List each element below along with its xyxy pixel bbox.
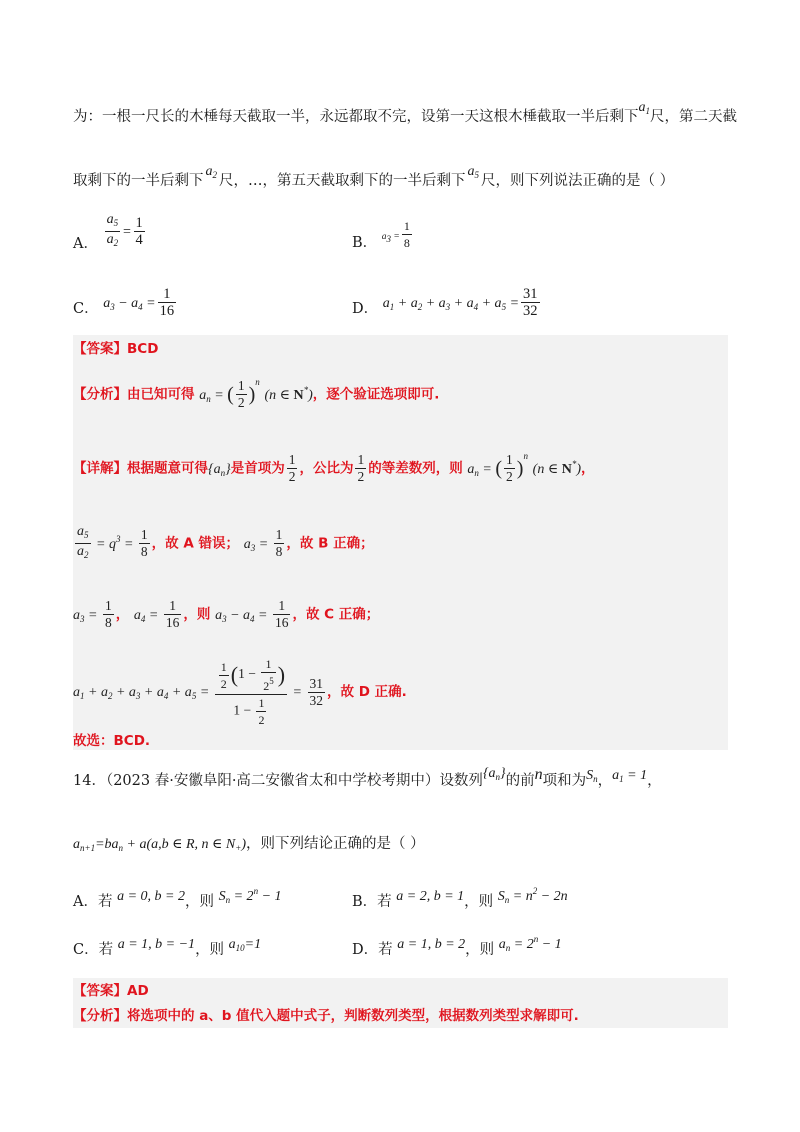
q14-analysis: 【分析】将选项中的 a、b 值代入题中式子，判断数列类型，根据数列类型求解即可. (73, 1008, 579, 1024)
q13-analysis: 【分析】由已知可得 $a_n$ = ( $\frac{1}{2}$ )$^n$ (n ∈ N*)，逐个验证选项即可. (73, 376, 440, 410)
q13-option-d: D． $a_1 + a_2 + a_3 + a_4 + a_5$ = $\frac{31}{32}$ (352, 286, 538, 319)
q13-option-a: A． $\frac{a_5}{a_2}$ = $\frac{1}{4}$ (73, 212, 143, 252)
q13-step1: $\frac{a_5}{a_2}$ = $q^3$ = $\frac{1}{8}$ ，故 A 错误； $a_3$ = $\frac{1}{8}$ ，故 B 正确； (77, 524, 374, 560)
math-a2: $a_2$ (205, 164, 217, 180)
q13-line1: 为：一根一尺长的木棰每天截取一半，永远都取不完，设第一天这根木棰截取一半后剩下$a_1$尺，第二天截 (73, 100, 737, 125)
q13-choose: 故选：BCD. (73, 733, 151, 749)
q14-answer: 【答案】AD (73, 983, 149, 999)
q14-line2: $a_{n+1}=ba_n + a(a,b$ ∈ R, n ∈ $N_+$)，则下列结论正确的是（ ） (73, 836, 425, 853)
q13-option-c: C． $a_3 - a_4$ = $\frac{1}{16}$ (73, 286, 175, 319)
q13-answer: 【答案】BCD (73, 341, 159, 357)
q13-option-b: B． a3 = $\frac{1}{8}$ (352, 219, 410, 251)
q13-line2: 取剩下的一半后剩下$a_2$ 尺，…，第五天截取剩下的一半后剩下$a_5$ 尺，则下列说法正确的是（ ） (73, 164, 675, 189)
q14-option-a: A．若 a = 0, b = 2，则 $S_n = 2^n - 1$ (73, 886, 282, 910)
math-a5: $a_5$ (467, 164, 479, 180)
q13-detail: 【详解】根据题意可得$\{a_n\}$是首项为 $\frac{1}{2}$ ，公比为 $\frac{1}{2}$ 的等差数列，则 $a_n$ = ( $\frac{1}{2}$ )$^n$ (n ∈ N*)， (73, 450, 595, 484)
q14-option-d: D．若 a = 1, b = 2，则 $a_n = 2^n - 1$ (352, 934, 562, 958)
q14-line1: 14．（2023 春·安徽阜阳·高二安徽省太和中学校考期中）设数列$\{a_n\}$的前n项和为$S_n$，$a_1 = 1$， (73, 766, 662, 789)
q13-step3: $a_1 + a_2 + a_3 + a_4 + a_5$ = $\frac{1}{2}$ (1 − $\frac{1}{2^5}$ ) 1 − $\frac{1}{2}$ = $\frac{31}{32}$ ，故 D 正确. (73, 657, 407, 727)
math-a1: $a_1$ (638, 100, 650, 116)
q14-option-c: C．若 a = 1, b = −1，则 $a_{10}=1$ (73, 937, 262, 958)
q14-option-b: B．若 a = 2, b = 1，则 $S_n = n^2 - 2n$ (352, 886, 568, 910)
q13-step2: $a_3$ = $\frac{1}{8}$ ， $a_4$ = $\frac{1}{16}$ ，则 $a_3 - a_4$ = $\frac{1}{16}$ ，故 C 正确； (73, 598, 380, 630)
